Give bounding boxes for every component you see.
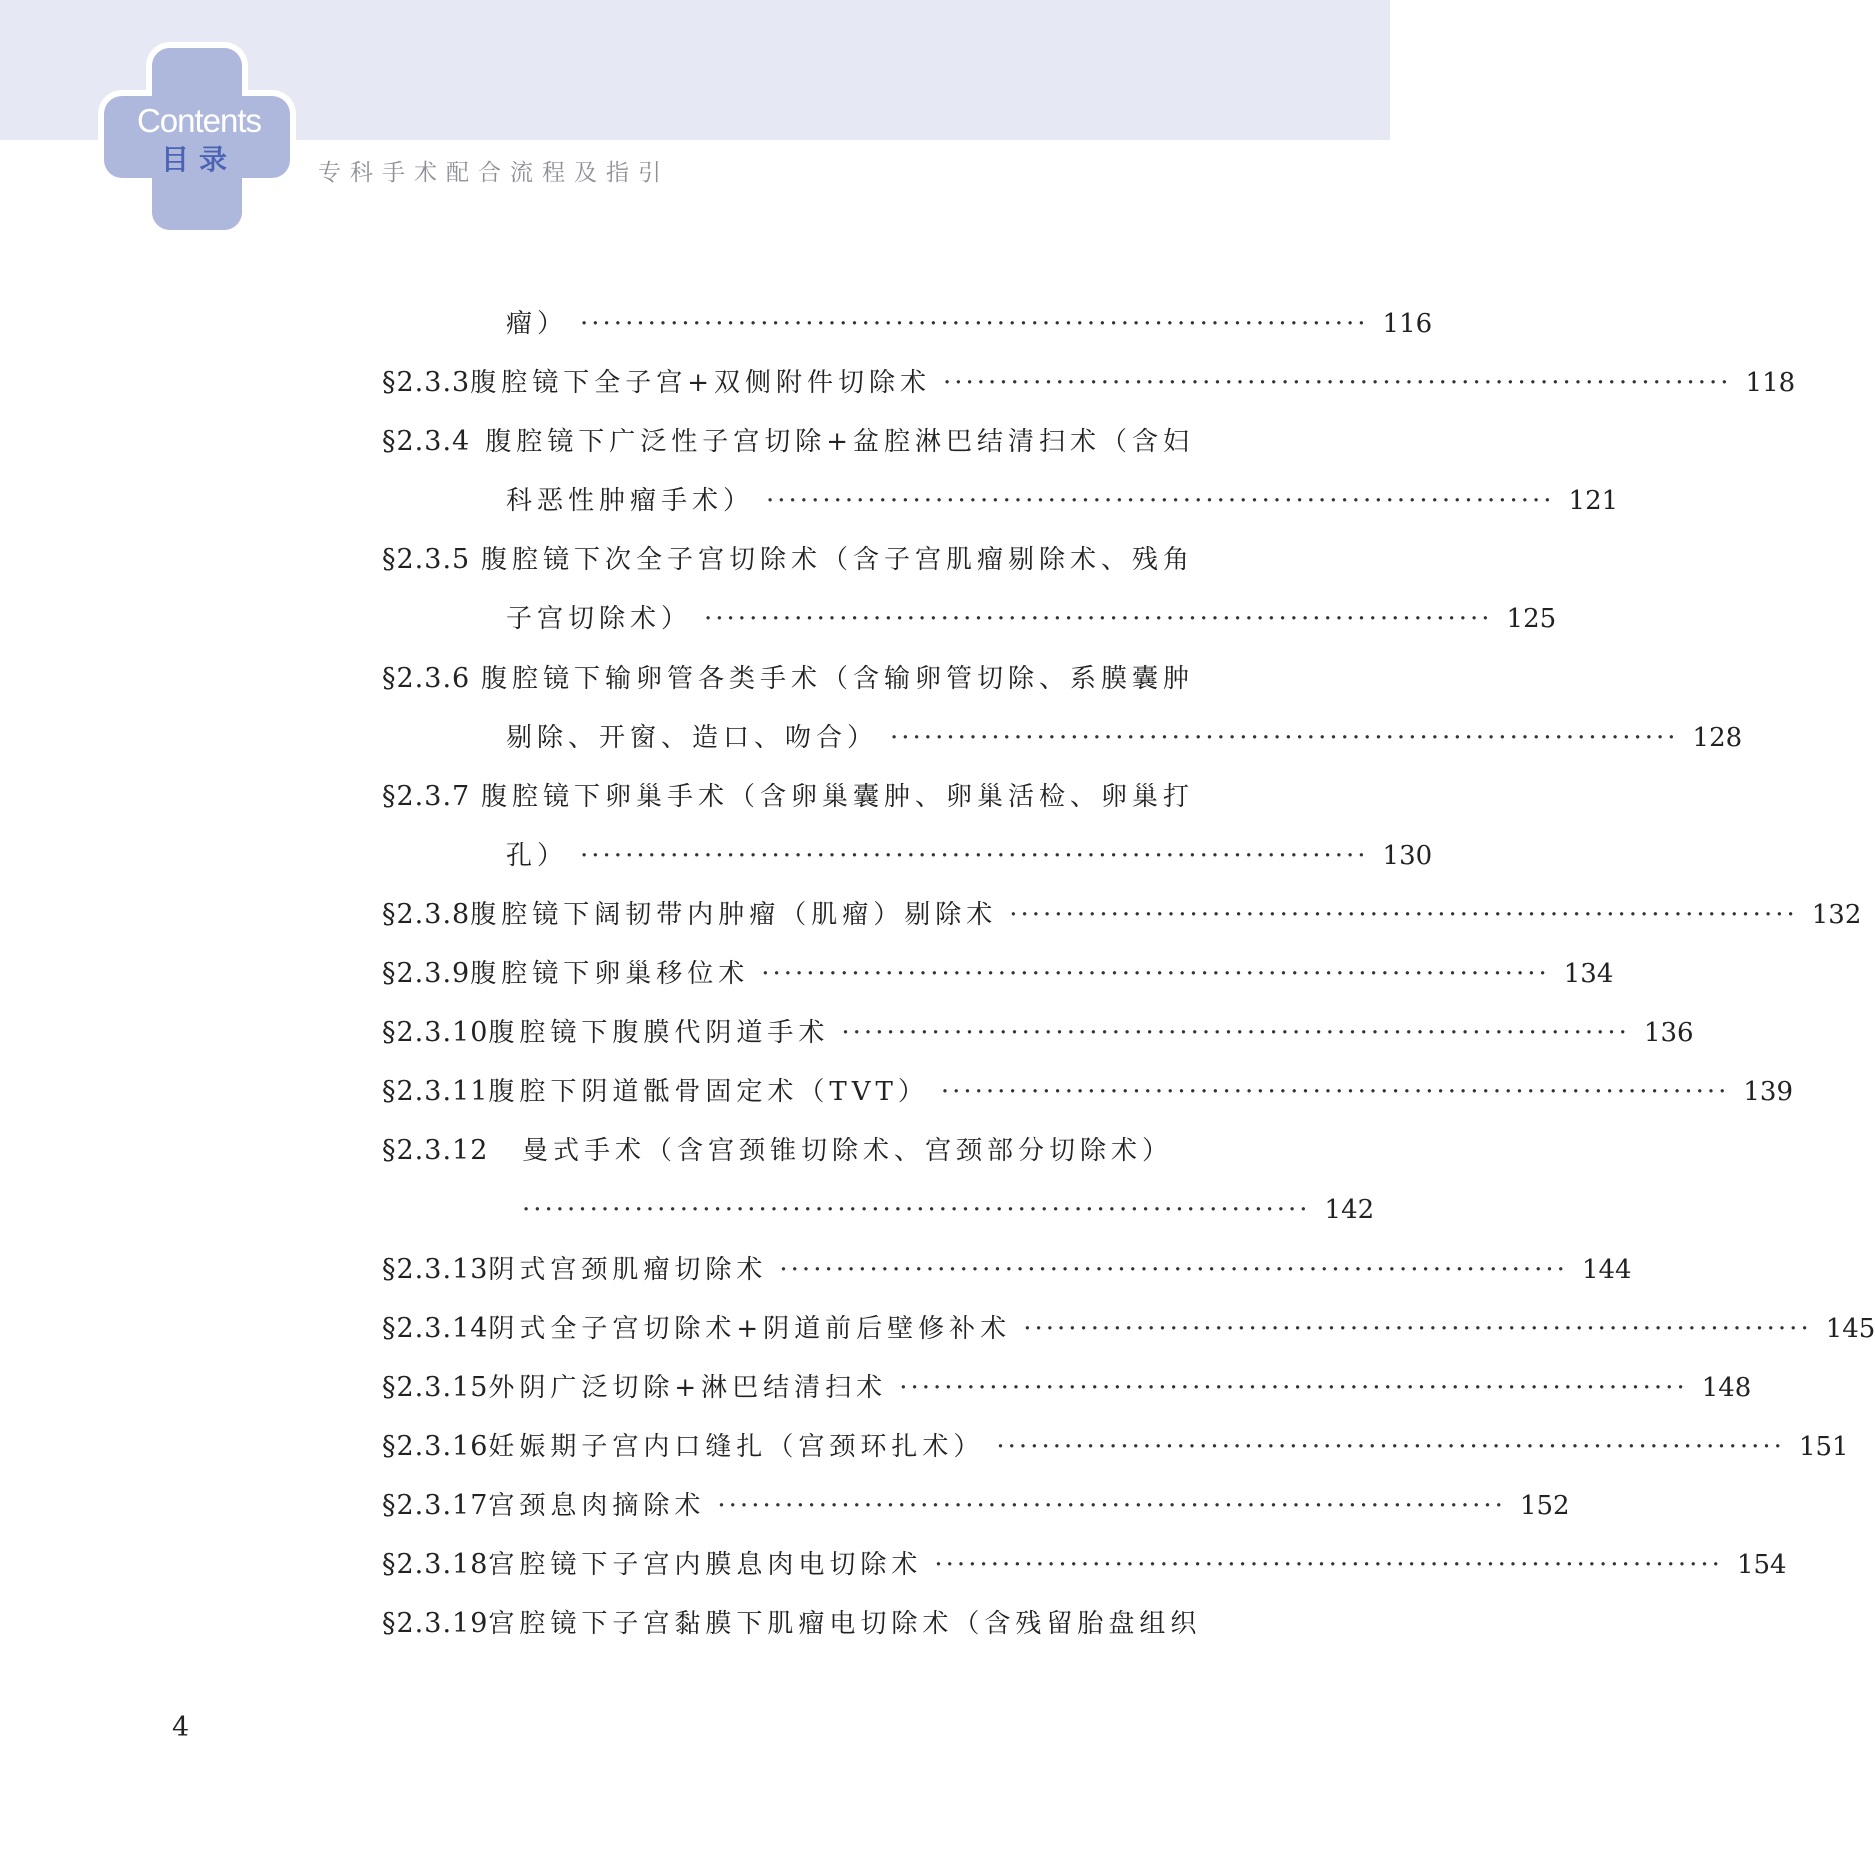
toc-entry-line[interactable] [522, 1190, 1375, 1230]
toc-entry-title: 宫腔镜下子宫黏膜下肌瘤电切除术（含残留胎盘组织 [488, 1609, 1202, 1639]
leader-dots: ······································································ [779, 1255, 1568, 1285]
toc-entry-title: 腹腔镜下卵巢移位术 [470, 959, 750, 989]
section-number: §2.3.6 [382, 663, 471, 694]
toc-page-number: 142 [1324, 1195, 1375, 1225]
toc-entry-title: 阴式全子宫切除术+阴道前后壁修补术 [488, 1314, 1012, 1344]
toc-entry-title: 腹腔镜下广泛性子宫切除+盆腔淋巴结清扫术（含妇 [485, 427, 1194, 457]
leader-dots: ······································································ [899, 1373, 1688, 1403]
toc-entry-line[interactable] [382, 1368, 1752, 1408]
leader-dots: ······································································ [580, 309, 1369, 339]
toc-entry-line[interactable] [506, 836, 1433, 876]
toc-entry-title: 瘤） [506, 309, 569, 339]
section-number: §2.3.7 [382, 781, 471, 812]
toc-entry-line[interactable] [382, 1486, 1570, 1526]
toc-entry-line[interactable] [382, 422, 1194, 462]
toc-entry-line[interactable] [382, 1072, 1794, 1112]
section-number: §2.3.10 [382, 1017, 489, 1048]
contents-label-zh: 目录 [160, 143, 237, 176]
section-number: §2.3.11 [382, 1076, 489, 1107]
toc-page-number: 132 [1811, 900, 1862, 930]
toc-entry-line[interactable] [382, 1545, 1787, 1585]
section-number: §2.3.4 [382, 426, 471, 457]
toc-entry-title: 外阴广泛切除+淋巴结清扫术 [488, 1373, 888, 1403]
section-number: §2.3.19 [382, 1608, 489, 1639]
toc-page-number: 116 [1382, 309, 1433, 339]
section-number: §2.3.14 [382, 1313, 489, 1344]
toc-entry-title: 曼式手术（含宫颈锥切除术、宫颈部分切除术） [522, 1136, 1174, 1166]
toc-page-number: 121 [1568, 486, 1619, 516]
section-number: §2.3.13 [382, 1254, 489, 1285]
toc-page-number: 144 [1581, 1255, 1632, 1285]
toc-entry-title: 腹腔镜下次全子宫切除术（含子宫肌瘤剔除术、残角 [480, 545, 1194, 575]
toc-entry-title: 腹腔镜下腹膜代阴道手术 [488, 1018, 830, 1048]
toc-entry-title-cont: 孔） [506, 841, 569, 871]
toc-page-number: 125 [1506, 604, 1557, 634]
book-title: 专科手术配合流程及指引 [318, 160, 670, 186]
leader-dots: ······································································ [841, 1018, 1630, 1048]
toc-entry-title: 妊娠期子宫内口缝扎（宫颈环扎术） [488, 1432, 985, 1462]
toc-page-number: 152 [1519, 1491, 1570, 1521]
leader-dots: ······································································ [890, 723, 1679, 753]
toc-entry-line[interactable] [506, 481, 1619, 521]
leader-dots: ······································································ [940, 1077, 1730, 1107]
toc-page-number: 154 [1736, 1550, 1787, 1580]
toc-entry-title: 腹腔镜下卵巢手术（含卵巢囊肿、卵巢活检、卵巢打 [480, 782, 1194, 812]
leader-dots: ······································································ [996, 1432, 1785, 1462]
contents-label-en: Contents [136, 102, 262, 139]
section-number: §2.3.5 [382, 544, 471, 575]
leader-dots: ······································································ [580, 841, 1369, 871]
section-number: §2.3.8 [382, 899, 471, 930]
toc-entry-title: 阴式宫颈肌瘤切除术 [488, 1255, 768, 1285]
toc-page-number: 151 [1798, 1432, 1849, 1462]
toc-entry-line[interactable] [382, 1250, 1632, 1290]
leader-dots: ······································································ [761, 959, 1550, 989]
toc-entry-title: 腹腔镜下全子宫+双侧附件切除术 [470, 368, 931, 398]
toc-entry-line[interactable] [382, 954, 1614, 994]
toc-page-number: 134 [1563, 959, 1614, 989]
section-number: §2.3.18 [382, 1549, 489, 1580]
leader-dots: ······································································ [1023, 1314, 1812, 1344]
section-number: §2.3.12 [382, 1135, 489, 1166]
toc-entry-line[interactable] [506, 599, 1557, 639]
leader-dots: ······································································ [766, 486, 1555, 516]
toc-page-number: 136 [1643, 1018, 1694, 1048]
toc-entry-title: 宫颈息肉摘除术 [488, 1491, 706, 1521]
leader-dots: ······································································ [943, 368, 1732, 398]
section-number: §2.3.16 [382, 1431, 489, 1462]
page-number: 4 [172, 1712, 190, 1743]
toc-page-number: 145 [1825, 1314, 1875, 1344]
toc-page-number: 130 [1382, 841, 1433, 871]
toc-entry-line[interactable] [382, 540, 1194, 580]
section-number: §2.3.3 [382, 367, 471, 398]
toc-entry-title-cont: 科恶性肿瘤手术） [506, 486, 755, 516]
toc-entry-title-cont: 剔除、开窗、造口、吻合） [506, 723, 879, 753]
toc-entry-line[interactable] [382, 895, 1862, 935]
toc-entry-line[interactable] [506, 718, 1743, 758]
section-number: §2.3.15 [382, 1372, 489, 1403]
section-number: §2.3.17 [382, 1490, 489, 1521]
toc-entry-line[interactable] [382, 1131, 1194, 1171]
toc-entry-line[interactable] [382, 777, 1194, 817]
toc-entry-line[interactable] [382, 1013, 1694, 1053]
toc-entry-line[interactable] [382, 1604, 1202, 1644]
leader-dots: ······································································ [717, 1491, 1506, 1521]
toc-entry-line[interactable] [382, 659, 1194, 699]
toc-entry-title: 腹腔镜下阔韧带内肿瘤（肌瘤）剔除术 [470, 900, 998, 930]
toc-entry-title: 腹腔下阴道骶骨固定术（TVT） [488, 1077, 929, 1107]
toc-entry-title-cont: 子宫切除术） [506, 604, 693, 634]
toc-entry-title: 腹腔镜下输卵管各类手术（含输卵管切除、系膜囊肿 [480, 664, 1194, 694]
section-number: §2.3.9 [382, 958, 471, 989]
toc-page-number: 128 [1692, 723, 1743, 753]
toc-entry-line[interactable] [382, 1309, 1875, 1349]
toc-page-number: 148 [1701, 1373, 1752, 1403]
toc-entry-line[interactable] [506, 304, 1433, 344]
toc-entry-line[interactable] [382, 363, 1796, 403]
toc-page-number: 139 [1743, 1077, 1794, 1107]
leader-dots: ······································································ [704, 604, 1493, 634]
toc-page-number: 118 [1745, 368, 1796, 398]
toc-entry-title: 宫腔镜下子宫内膜息肉电切除术 [488, 1550, 923, 1580]
leader-dots: ······································································ [522, 1195, 1311, 1225]
leader-dots: ······································································ [934, 1550, 1723, 1580]
leader-dots: ······································································ [1009, 900, 1798, 930]
toc-entry-line[interactable] [382, 1427, 1849, 1467]
